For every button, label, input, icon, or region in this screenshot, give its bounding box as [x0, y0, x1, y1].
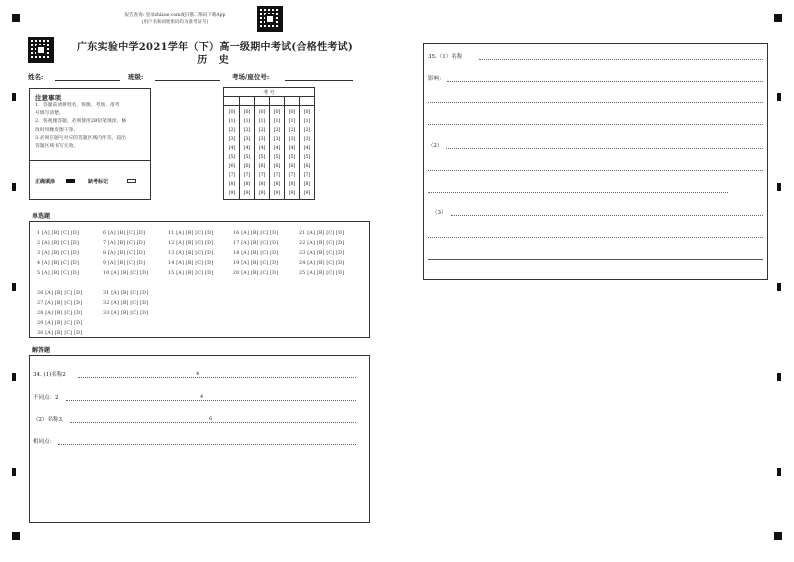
q34-diff-score: 4	[200, 394, 204, 400]
exam-number-grid	[223, 87, 315, 200]
timing-mark	[12, 373, 16, 381]
exam-number-bubble[interactable]: [2]	[228, 128, 236, 133]
exam-number-bubble[interactable]: [9]	[288, 191, 296, 196]
absent-mark-label: 缺考标记	[88, 179, 109, 185]
exam-number-digit-column	[301, 108, 313, 198]
mc-question-4[interactable]: 4 [A] [B] [C] [D]	[37, 261, 80, 266]
mc-question-32[interactable]: 32 [A] [B] [C] [D]	[103, 301, 149, 306]
room-seat-field[interactable]	[285, 80, 353, 81]
class-field[interactable]	[155, 80, 220, 81]
report-query-line1: 报告查询: 登录zhixue.com或扫描二维码下载App	[124, 13, 226, 18]
mc-question-33[interactable]: 33 [A] [B] [C] [D]	[103, 311, 149, 316]
timing-mark	[12, 468, 16, 476]
timing-mark	[777, 283, 781, 291]
grid-col-divider	[254, 96, 255, 200]
exam-number-bubble[interactable]: [3]	[288, 137, 296, 142]
q35-part2-answer-line[interactable]	[446, 148, 763, 149]
q35-impact-label: 影响：	[428, 76, 445, 82]
subject-title: 历 史	[197, 55, 233, 66]
absent-mark-box[interactable]	[127, 179, 136, 183]
essay-answer-box-q34	[29, 355, 370, 523]
exam-number-bubble[interactable]: [3]	[258, 137, 266, 142]
exam-number-bubble[interactable]: [9]	[273, 191, 281, 196]
mc-question-9[interactable]: 9 [A] [B] [C] [D]	[103, 261, 146, 266]
essay-section-title: 解答题	[32, 347, 51, 354]
exam-number-bubble[interactable]: [0]	[243, 110, 251, 115]
registration-mark-top-right	[774, 14, 782, 22]
mc-question-25[interactable]: 25 [A] [B] [C] [D]	[299, 271, 345, 276]
grid-col-divider	[284, 96, 285, 200]
mc-section-title: 单选题	[32, 213, 51, 220]
name-field[interactable]	[55, 80, 120, 81]
q35-answer-line[interactable]	[428, 124, 763, 125]
exam-number-digit-column	[256, 108, 268, 198]
exam-number-bubble[interactable]: [9]	[258, 191, 266, 196]
exam-number-bubble[interactable]: [8]	[228, 182, 236, 187]
exam-number-bubble[interactable]: [7]	[273, 173, 281, 178]
exam-number-bubble[interactable]: [6]	[273, 164, 281, 169]
grid-col-divider	[239, 96, 240, 200]
exam-title: 广东实验中学2021学年（下）高一级期中考试(合格性考试)	[77, 42, 353, 53]
q35-answer-line[interactable]	[428, 102, 763, 103]
timing-mark	[12, 283, 16, 291]
exam-number-bubble[interactable]: [4]	[228, 146, 236, 151]
q34-part2-score: 6	[209, 416, 213, 422]
mc-question-28[interactable]: 28 [A] [B] [C] [D]	[37, 311, 83, 316]
q35-impact-answer-line[interactable]	[447, 81, 763, 82]
exam-number-bubble[interactable]: [6]	[303, 164, 311, 169]
q35-answer-line[interactable]	[428, 192, 728, 193]
exam-number-bubble[interactable]: [3]	[243, 137, 251, 142]
exam-number-bubble[interactable]: [5]	[288, 155, 296, 160]
exam-number-bubble[interactable]: [1]	[228, 119, 236, 124]
exam-number-bubble[interactable]: [1]	[303, 119, 311, 124]
class-label: 班级:	[128, 73, 144, 81]
mc-question-23[interactable]: 23 [A] [B] [C] [D]	[299, 251, 345, 256]
mc-question-8[interactable]: 8 [A] [B] [C] [D]	[103, 251, 146, 256]
notice-line: 答题区域书写无效。	[35, 144, 79, 150]
exam-number-bubble[interactable]: [0]	[303, 110, 311, 115]
mc-question-24[interactable]: 24 [A] [B] [C] [D]	[299, 261, 345, 266]
exam-number-bubble[interactable]: [6]	[228, 164, 236, 169]
exam-number-bubble[interactable]: [5]	[303, 155, 311, 160]
timing-mark	[777, 93, 781, 101]
exam-number-bubble[interactable]: [8]	[288, 182, 296, 187]
exam-number-bubble[interactable]: [5]	[243, 155, 251, 160]
exam-number-bubble[interactable]: [7]	[228, 173, 236, 178]
exam-number-digit-column	[241, 108, 253, 198]
mc-question-18[interactable]: 18 [A] [B] [C] [D]	[233, 251, 279, 256]
q35-part1-label: 35.（1）名称	[428, 54, 463, 60]
exam-number-bubble[interactable]: [3]	[228, 137, 236, 142]
grid-col-divider	[269, 96, 270, 200]
exam-number-digit-column	[286, 108, 298, 198]
exam-number-bubble[interactable]: [6]	[243, 164, 251, 169]
name-label: 姓名:	[28, 73, 44, 81]
exam-number-bubble[interactable]: [7]	[258, 173, 266, 178]
exam-number-bubble[interactable]: [9]	[243, 191, 251, 196]
correct-fill-sample	[66, 179, 75, 183]
exam-number-bubble[interactable]: [8]	[258, 182, 266, 187]
exam-number-bubble[interactable]: [6]	[258, 164, 266, 169]
notice-line: 号填写清楚。	[35, 111, 64, 117]
exam-number-bubble[interactable]: [2]	[288, 128, 296, 133]
mc-question-14[interactable]: 14 [A] [B] [C] [D]	[168, 261, 214, 266]
mc-question-31[interactable]: 31 [A] [B] [C] [D]	[103, 291, 149, 296]
timing-mark	[777, 468, 781, 476]
notice-line: 1．答题前请将姓名、班级、考场、准考	[35, 103, 120, 108]
exam-number-bubble[interactable]: [7]	[243, 173, 251, 178]
q35-answer-line[interactable]	[428, 170, 763, 171]
exam-number-bubble[interactable]: [5]	[228, 155, 236, 160]
timing-mark	[12, 183, 16, 191]
exam-number-bubble[interactable]: [1]	[273, 119, 281, 124]
exam-number-header: 考 号	[263, 90, 275, 96]
q34-diff-label: 不同点：2	[33, 395, 59, 401]
correct-fill-label: 正确填涂	[35, 179, 56, 185]
mc-question-7[interactable]: 7 [A] [B] [C] [D]	[103, 241, 146, 246]
exam-number-bubble[interactable]: [3]	[273, 137, 281, 142]
mc-question-15[interactable]: 15 [A] [B] [C] [D]	[168, 271, 214, 276]
timing-mark	[777, 183, 781, 191]
exam-number-bubble[interactable]: [6]	[288, 164, 296, 169]
notice-line: 3.必须在题号对应的答题区域内作答，超出	[35, 135, 126, 141]
mc-question-17[interactable]: 17 [A] [B] [C] [D]	[233, 241, 279, 246]
mc-question-19[interactable]: 19 [A] [B] [C] [D]	[233, 261, 279, 266]
exam-number-bubble[interactable]: [0]	[258, 110, 266, 115]
mc-question-26[interactable]: 26 [A] [B] [C] [D]	[37, 291, 83, 296]
exam-number-bubble[interactable]: [3]	[303, 137, 311, 142]
exam-number-bubble[interactable]: [8]	[273, 182, 281, 187]
exam-number-bubble[interactable]: [2]	[273, 128, 281, 133]
q34-part1-label: 34. (1)名称2	[33, 372, 66, 378]
q34-part2-label: （2）名称3	[33, 417, 62, 423]
exam-number-digit-column	[226, 108, 238, 198]
mc-question-30[interactable]: 30 [A] [B] [C] [D]	[37, 331, 83, 336]
exam-number-bubble[interactable]: [1]	[258, 119, 266, 124]
q35-part3-label: （3）	[432, 210, 447, 216]
exam-number-bubble[interactable]: [5]	[273, 155, 281, 160]
exam-number-bubble[interactable]: [2]	[303, 128, 311, 133]
exam-number-bubble[interactable]: [4]	[288, 146, 296, 151]
q35-part1-answer-line[interactable]	[479, 59, 763, 60]
mc-question-20[interactable]: 20 [A] [B] [C] [D]	[233, 271, 279, 276]
exam-number-bubble[interactable]: [1]	[243, 119, 251, 124]
mc-question-16[interactable]: 16 [A] [B] [C] [D]	[233, 231, 279, 236]
mc-question-3[interactable]: 3 [A] [B] [C] [D]	[37, 251, 80, 256]
mc-question-2[interactable]: 2 [A] [B] [C] [D]	[37, 241, 80, 246]
notice-box	[29, 88, 151, 200]
exam-number-bubble[interactable]: [4]	[258, 146, 266, 151]
exam-number-bubble[interactable]: [8]	[303, 182, 311, 187]
report-query-note	[100, 12, 250, 26]
mc-question-27[interactable]: 27 [A] [B] [C] [D]	[37, 301, 83, 306]
registration-mark-bottom-right	[774, 532, 782, 540]
exam-number-bubble[interactable]: [0]	[273, 110, 281, 115]
q35-answer-line[interactable]	[428, 237, 763, 238]
exam-number-bubble[interactable]: [9]	[228, 191, 236, 196]
exam-number-bubble[interactable]: [0]	[228, 110, 236, 115]
q35-answer-line[interactable]	[428, 259, 763, 260]
registration-mark-bottom-left	[12, 532, 20, 540]
mc-question-5[interactable]: 5 [A] [B] [C] [D]	[37, 271, 80, 276]
exam-number-bubble[interactable]: [4]	[273, 146, 281, 151]
qr-code-top	[257, 6, 283, 32]
mc-question-1[interactable]: 1 [A] [B] [C] [D]	[37, 231, 80, 236]
exam-number-bubble[interactable]: [9]	[303, 191, 311, 196]
mc-question-22[interactable]: 22 [A] [B] [C] [D]	[299, 241, 345, 246]
room-seat-label: 考场/座位号:	[232, 73, 270, 81]
q35-part2-label: （2）	[428, 143, 443, 149]
mc-question-10[interactable]: 10 [A] [B] [C] [D]	[103, 271, 149, 276]
q34-part2-answer-line[interactable]	[70, 422, 356, 423]
notice-line: 改时用橡皮擦干净。	[35, 127, 79, 133]
qr-code-left	[28, 37, 54, 63]
mc-question-12[interactable]: 12 [A] [B] [C] [D]	[168, 241, 214, 246]
exam-number-digit-column	[271, 108, 283, 198]
report-query-line2: (用户名和初始密码均为准考证号)	[141, 20, 209, 25]
exam-number-bubble[interactable]: [2]	[258, 128, 266, 133]
mc-question-21[interactable]: 21 [A] [B] [C] [D]	[299, 231, 345, 236]
q34-same-answer-line[interactable]	[58, 444, 356, 445]
exam-number-bubble[interactable]: [2]	[243, 128, 251, 133]
notice-body	[35, 102, 150, 151]
registration-mark-top-left	[12, 14, 20, 22]
exam-number-bubble[interactable]: [7]	[303, 173, 311, 178]
q34-diff-answer-line[interactable]	[66, 400, 356, 401]
exam-number-bubble[interactable]: [8]	[243, 182, 251, 187]
mc-question-11[interactable]: 11 [A] [B] [C] [D]	[168, 231, 214, 236]
exam-number-bubble[interactable]: [4]	[243, 146, 251, 151]
essay-answer-box-q35	[423, 43, 768, 280]
exam-number-bubble[interactable]: [7]	[288, 173, 296, 178]
q34-part1-score: 4	[196, 371, 200, 377]
q34-same-label: 相同点：	[33, 439, 56, 445]
q34-part1-answer-line[interactable]	[78, 377, 356, 378]
notice-divider	[30, 160, 150, 161]
q35-part3-answer-line[interactable]	[451, 215, 763, 216]
notice-title: 注意事项	[35, 94, 61, 102]
exam-number-bubble[interactable]: [1]	[288, 119, 296, 124]
exam-number-bubble[interactable]: [5]	[258, 155, 266, 160]
timing-mark	[777, 373, 781, 381]
grid-col-divider	[299, 96, 300, 200]
timing-mark	[12, 93, 16, 101]
mc-question-29[interactable]: 29 [A] [B] [C] [D]	[37, 321, 83, 326]
mc-question-6[interactable]: 6 [A] [B] [C] [D]	[103, 231, 146, 236]
mc-question-13[interactable]: 13 [A] [B] [C] [D]	[168, 251, 214, 256]
exam-number-bubble[interactable]: [4]	[303, 146, 311, 151]
notice-line: 2．客观题答题，必须使用2B铅笔填涂，修	[35, 119, 127, 125]
exam-number-bubble[interactable]: [0]	[288, 110, 296, 115]
